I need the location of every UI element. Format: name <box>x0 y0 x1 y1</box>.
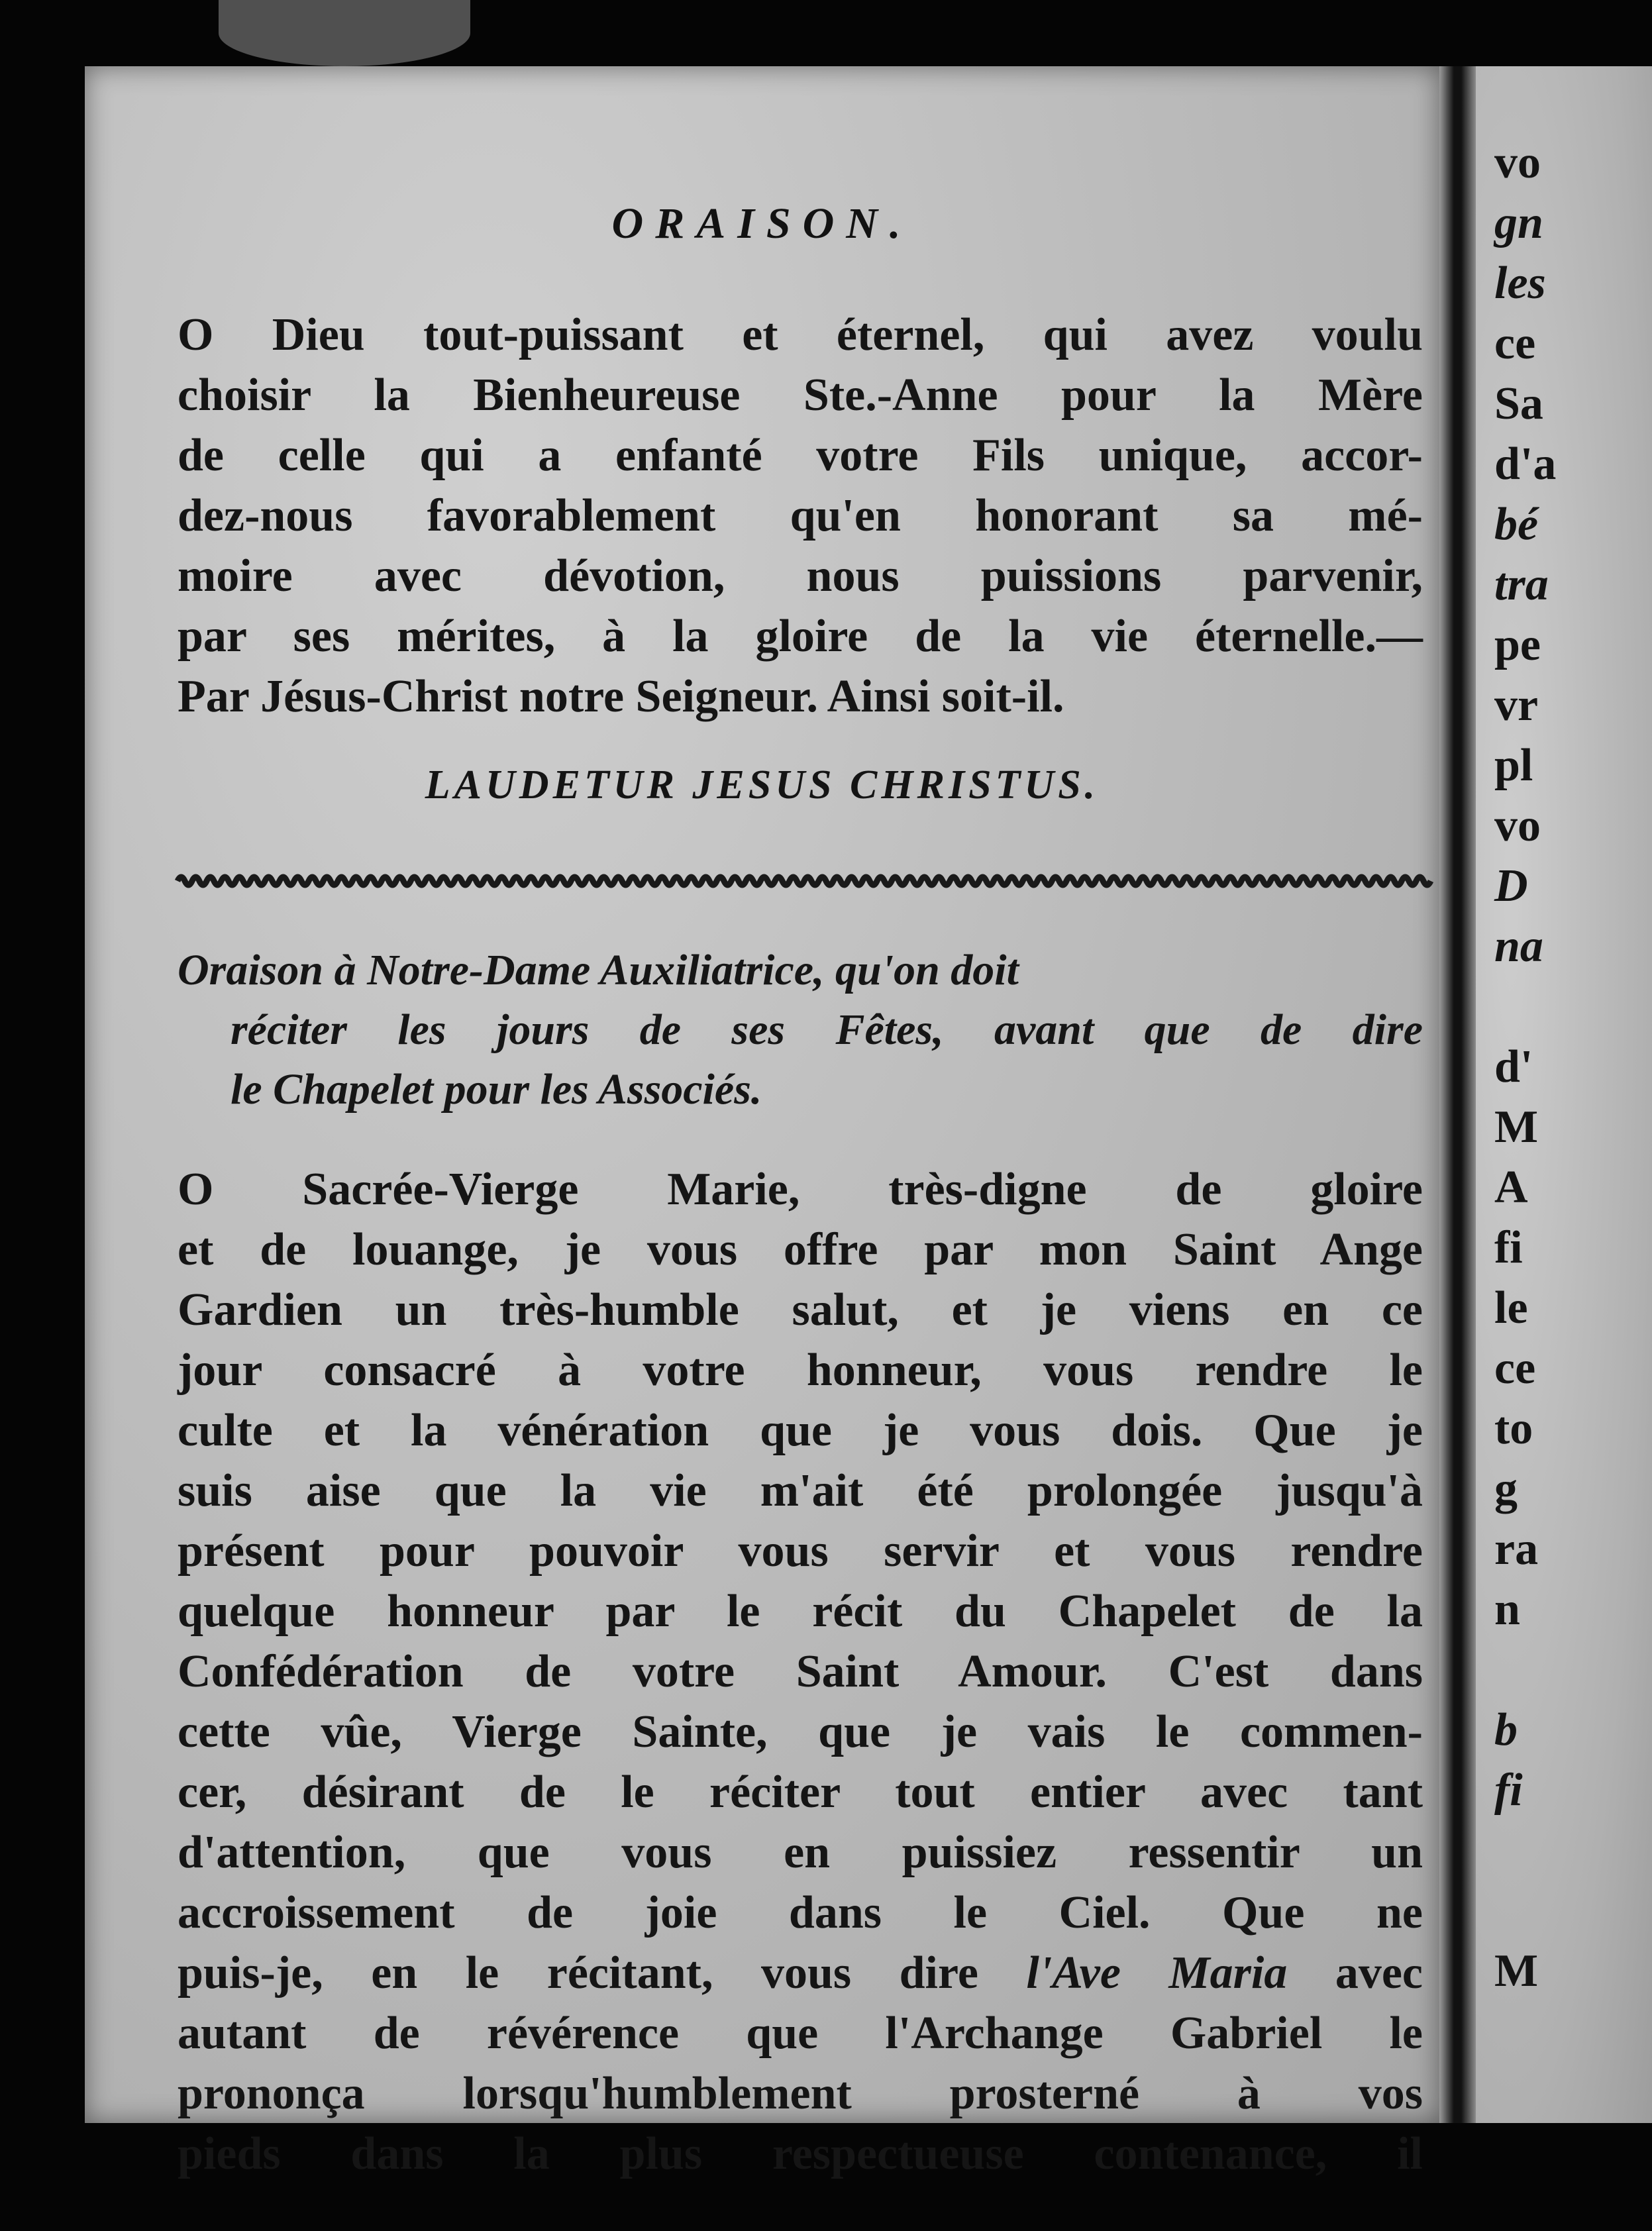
right-page-fragment <box>1476 1820 1652 1881</box>
text-line: Gardien un très-humble salut, et je viens en ce <box>178 1284 1423 1335</box>
left-page <box>85 66 1439 2179</box>
text-line: choisir la Bienheureuse Ste.-Anne pour la Mère <box>178 370 1423 421</box>
right-page-fragment: vo <box>1494 137 1541 188</box>
right-page-fragment: D <box>1494 860 1528 911</box>
right-page-fragment: gn <box>1494 197 1543 248</box>
right-page-fragment: d' <box>1494 1041 1533 1092</box>
right-page-fragment: A <box>1494 1162 1528 1213</box>
right-page-fragment: vr <box>1494 680 1539 731</box>
text-line: cette vûe, Vierge Sainte, que je vais le commen- <box>178 1706 1423 1757</box>
text-line: et de louange, je vous offre par mon Saint Ange <box>178 1224 1423 1275</box>
second-prayer <box>178 1159 1423 2184</box>
right-page-fragment: vo <box>1494 800 1541 851</box>
text-line: suis aise que la vie m'ait été prolongée jusqu'à <box>178 1465 1423 1516</box>
book-gutter <box>1439 66 1476 2123</box>
right-page-fragment: to <box>1494 1403 1533 1454</box>
right-page-fragment: tra <box>1494 559 1549 610</box>
right-page-fragment <box>1476 976 1652 1037</box>
first-prayer <box>178 305 1423 727</box>
right-page-fragment <box>1476 1639 1652 1700</box>
text-line: moire avec dévotion, nous puissions parvenir, <box>178 550 1423 601</box>
doxology: LAUDETUR JESUS CHRISTUS. <box>425 762 1100 807</box>
text-line: présent pour pouvoir vous servir et vous rendre <box>178 1526 1423 1577</box>
right-page-fragment: g <box>1494 1463 1518 1514</box>
right-page-fragment: le <box>1494 1282 1528 1333</box>
text-line: accroissement de joie dans le Ciel. Que ne <box>178 1887 1423 1938</box>
italic-phrase: l'Ave Maria <box>1026 1947 1288 1998</box>
right-page-fragment: b <box>1494 1704 1518 1755</box>
right-page-fragments <box>1476 132 1652 2001</box>
right-page-edge <box>1476 66 1652 2123</box>
text-line: Oraison à Notre-Dame Auxiliatrice, qu'on doit <box>178 946 1019 994</box>
text-line: O Sacrée-Vierge Marie, très-digne de gloire <box>178 1164 1423 1215</box>
second-prayer-title <box>178 941 1423 1119</box>
right-page-fragment: ce <box>1494 318 1536 369</box>
text-line: le Chapelet pour les Associés. <box>231 1065 762 1114</box>
text-line: quelque honneur par le récit du Chapelet de la <box>178 1586 1423 1637</box>
text-line: Confédération de votre Saint Amour. C'est dans <box>178 1646 1423 1697</box>
right-page-fragment: bé <box>1494 499 1539 550</box>
wavy-divider <box>178 871 1423 891</box>
right-page-fragment: fi <box>1494 1765 1523 1816</box>
text-line: Par Jésus-Christ notre Seigneur. Ainsi soit-il. <box>178 671 1064 722</box>
text-fragment: avec <box>1287 1947 1423 1998</box>
text-line: cer, désirant de le réciter tout entier avec tant <box>178 1767 1423 1818</box>
right-page-fragment: pl <box>1494 740 1533 791</box>
text-line: par ses mérites, à la gloire de la vie éternelle.— <box>178 611 1423 662</box>
text-fragment: puis-je, en le récitant, vous dire <box>178 1947 1027 1998</box>
right-page-fragment: fi <box>1494 1222 1523 1273</box>
right-page-fragment <box>1476 1881 1652 1941</box>
text-line: d'attention, que vous en puissiez ressentir un <box>178 1827 1423 1878</box>
right-page-fragment: M <box>1494 1102 1539 1153</box>
page-heading: ORAISON. <box>611 199 913 248</box>
right-page-fragment: pe <box>1494 619 1541 670</box>
text-line: dez-nous favorablement qu'en honorant sa mé- <box>178 490 1423 541</box>
right-page-fragment: d'a <box>1494 439 1557 490</box>
right-page-fragment: ce <box>1494 1343 1536 1394</box>
right-page-fragment: ra <box>1494 1524 1539 1575</box>
text-line: réciter les jours de ses Fêtes, avant que de dire <box>231 1006 1423 1054</box>
text-line: autant de révérence que l'Archange Gabriel le <box>178 2008 1423 2059</box>
right-page-fragment: na <box>1494 921 1543 972</box>
right-page-fragment: M <box>1494 1946 1539 1997</box>
right-page-fragment: Sa <box>1494 378 1543 429</box>
text-line: prononça lorsqu'humblement prosterné à vos <box>178 2068 1423 2119</box>
text-line: jour consacré à votre honneur, vous rendre le <box>178 1345 1423 1396</box>
text-line: O Dieu tout-puissant et éternel, qui avez voulu <box>178 309 1423 360</box>
right-page-fragment: les <box>1494 258 1546 309</box>
text-line: pieds dans la plus respectueuse contenance, il <box>178 2128 1423 2179</box>
text-line: culte et la vénération que je vous dois. Que je <box>178 1405 1423 1456</box>
text-line <box>178 1943 1423 2003</box>
text-line: de celle qui a enfanté votre Fils unique, accor- <box>178 430 1423 481</box>
right-page-fragment: n <box>1494 1584 1520 1635</box>
torn-paper-edge <box>219 0 470 66</box>
